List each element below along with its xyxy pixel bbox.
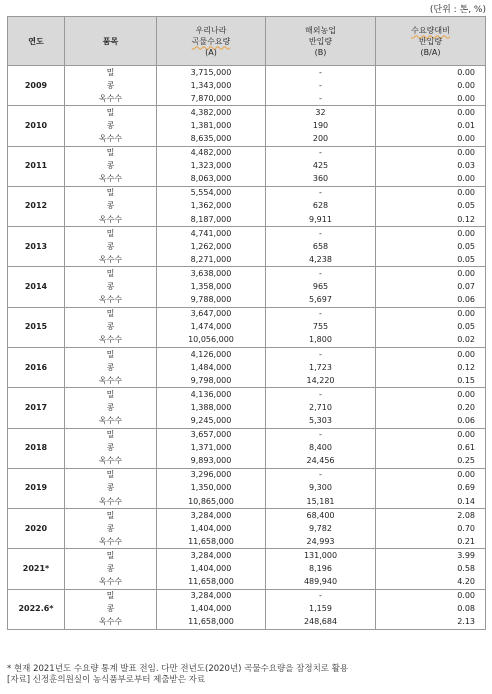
- item-cell: 밀: [65, 146, 157, 160]
- item-cell: 콩: [65, 562, 157, 575]
- demand-cell: 1,404,000: [157, 562, 266, 575]
- import-cell: -: [266, 267, 376, 281]
- footnote-source: [자료] 신정훈의원실이 농식품부로부터 제출받은 자료: [7, 675, 206, 685]
- ratio-cell: 0.00: [376, 347, 486, 361]
- import-cell: 628: [266, 200, 376, 213]
- ratio-cell: 0.00: [376, 106, 486, 120]
- item-cell: 밀: [65, 227, 157, 241]
- year-cell: 2017: [8, 388, 65, 428]
- ratio-cell: 0.00: [376, 92, 486, 106]
- item-cell: 밀: [65, 186, 157, 200]
- item-cell: 콩: [65, 522, 157, 535]
- header-demand-line2: 곡물수요량: [191, 36, 231, 46]
- table-row: [8, 576, 486, 590]
- demand-cell: 1,358,000: [157, 281, 266, 294]
- import-cell: -: [266, 347, 376, 361]
- table-row: [8, 388, 486, 402]
- year-cell: 2020: [8, 509, 65, 549]
- year-cell: 2016: [8, 347, 65, 387]
- import-cell: 32: [266, 106, 376, 120]
- table-row: [8, 186, 486, 200]
- table-row: [8, 468, 486, 482]
- ratio-cell: 0.58: [376, 562, 486, 575]
- footnotes: [7, 664, 348, 686]
- item-cell: 밀: [65, 468, 157, 482]
- item-cell: 옥수수: [65, 253, 157, 267]
- table-row: [8, 414, 486, 428]
- ratio-cell: 0.00: [376, 227, 486, 241]
- import-cell: -: [266, 79, 376, 92]
- demand-cell: 3,284,000: [157, 589, 266, 603]
- demand-cell: 1,343,000: [157, 79, 266, 92]
- demand-cell: 1,362,000: [157, 200, 266, 213]
- header-demand: [157, 17, 266, 66]
- header-demand-line3: (A): [205, 47, 217, 57]
- import-cell: -: [266, 589, 376, 603]
- import-cell: 131,000: [266, 549, 376, 563]
- ratio-cell: 0.06: [376, 294, 486, 308]
- year-cell: 2022.6*: [8, 589, 65, 629]
- demand-cell: 1,404,000: [157, 603, 266, 616]
- import-cell: 68,400: [266, 509, 376, 523]
- import-cell: 965: [266, 281, 376, 294]
- table-row: [8, 160, 486, 173]
- item-cell: 옥수수: [65, 213, 157, 227]
- table-row: [8, 200, 486, 213]
- item-cell: 옥수수: [65, 576, 157, 590]
- import-cell: 658: [266, 240, 376, 253]
- import-cell: 1,159: [266, 603, 376, 616]
- ratio-cell: 0.00: [376, 468, 486, 482]
- ratio-cell: 0.00: [376, 173, 486, 187]
- table-row: [8, 455, 486, 469]
- table-row: [8, 106, 486, 120]
- ratio-cell: 0.06: [376, 414, 486, 428]
- import-cell: 5,697: [266, 294, 376, 308]
- item-cell: 옥수수: [65, 414, 157, 428]
- demand-cell: 8,187,000: [157, 213, 266, 227]
- header-row: [8, 17, 486, 66]
- import-cell: 425: [266, 160, 376, 173]
- demand-cell: 1,371,000: [157, 442, 266, 455]
- demand-cell: 10,056,000: [157, 334, 266, 348]
- ratio-cell: 0.61: [376, 442, 486, 455]
- table-row: [8, 442, 486, 455]
- ratio-cell: 0.00: [376, 79, 486, 92]
- item-cell: 밀: [65, 106, 157, 120]
- table-row: [8, 549, 486, 563]
- header-ratio: [376, 17, 486, 66]
- ratio-cell: 3.99: [376, 549, 486, 563]
- table-row: [8, 213, 486, 227]
- item-cell: 콩: [65, 482, 157, 495]
- item-cell: 콩: [65, 442, 157, 455]
- demand-cell: 3,284,000: [157, 549, 266, 563]
- item-cell: 밀: [65, 307, 157, 321]
- demand-cell: 1,350,000: [157, 482, 266, 495]
- table-row: [8, 589, 486, 603]
- item-cell: 콩: [65, 401, 157, 414]
- ratio-cell: 0.00: [376, 132, 486, 146]
- demand-cell: 9,893,000: [157, 455, 266, 469]
- import-cell: -: [266, 468, 376, 482]
- ratio-cell: 2.13: [376, 616, 486, 630]
- demand-cell: 1,381,000: [157, 119, 266, 132]
- header-import-line2: 반입량: [308, 36, 333, 46]
- demand-cell: 1,474,000: [157, 321, 266, 334]
- table-row: [8, 482, 486, 495]
- ratio-cell: 0.15: [376, 374, 486, 388]
- demand-cell: 4,482,000: [157, 146, 266, 160]
- import-cell: -: [266, 227, 376, 241]
- demand-cell: 3,296,000: [157, 468, 266, 482]
- import-cell: -: [266, 307, 376, 321]
- table-row: [8, 374, 486, 388]
- demand-cell: 1,388,000: [157, 401, 266, 414]
- item-cell: 옥수수: [65, 495, 157, 509]
- demand-cell: 11,658,000: [157, 576, 266, 590]
- ratio-cell: 0.01: [376, 119, 486, 132]
- import-cell: 360: [266, 173, 376, 187]
- demand-cell: 11,658,000: [157, 535, 266, 549]
- table-row: [8, 66, 486, 80]
- table-row: [8, 603, 486, 616]
- demand-cell: 11,658,000: [157, 616, 266, 630]
- table-row: [8, 307, 486, 321]
- table-row: [8, 401, 486, 414]
- ratio-cell: 0.00: [376, 66, 486, 80]
- ratio-cell: 0.05: [376, 240, 486, 253]
- table-row: [8, 227, 486, 241]
- item-cell: 옥수수: [65, 455, 157, 469]
- demand-cell: 3,638,000: [157, 267, 266, 281]
- import-cell: -: [266, 146, 376, 160]
- year-cell: 2012: [8, 186, 65, 226]
- ratio-cell: 0.12: [376, 361, 486, 374]
- import-cell: 200: [266, 132, 376, 146]
- year-cell: 2009: [8, 66, 65, 106]
- item-cell: 콩: [65, 603, 157, 616]
- grain-import-table: [7, 16, 486, 630]
- import-cell: 15,181: [266, 495, 376, 509]
- table-row: [8, 92, 486, 106]
- header-demand-line1: 우리나라: [195, 25, 227, 35]
- ratio-cell: 0.02: [376, 334, 486, 348]
- header-import-line1: 해외농업: [305, 25, 336, 35]
- import-cell: -: [266, 428, 376, 442]
- demand-cell: 4,382,000: [157, 106, 266, 120]
- import-cell: 248,684: [266, 616, 376, 630]
- year-cell: 2021*: [8, 549, 65, 589]
- import-cell: 9,300: [266, 482, 376, 495]
- ratio-cell: 0.00: [376, 186, 486, 200]
- ratio-cell: 0.05: [376, 253, 486, 267]
- demand-cell: 1,262,000: [157, 240, 266, 253]
- import-cell: 1,800: [266, 334, 376, 348]
- item-cell: 옥수수: [65, 535, 157, 549]
- item-cell: 밀: [65, 388, 157, 402]
- demand-cell: 8,271,000: [157, 253, 266, 267]
- import-cell: 9,782: [266, 522, 376, 535]
- item-cell: 밀: [65, 347, 157, 361]
- table-row: [8, 267, 486, 281]
- item-cell: 옥수수: [65, 92, 157, 106]
- table-row: [8, 281, 486, 294]
- ratio-cell: 0.14: [376, 495, 486, 509]
- import-cell: -: [266, 92, 376, 106]
- demand-cell: 4,741,000: [157, 227, 266, 241]
- ratio-cell: 4.20: [376, 576, 486, 590]
- table-row: [8, 535, 486, 549]
- year-cell: 2011: [8, 146, 65, 186]
- table-row: [8, 334, 486, 348]
- import-cell: 9,911: [266, 213, 376, 227]
- ratio-cell: 2.08: [376, 509, 486, 523]
- import-cell: -: [266, 66, 376, 80]
- ratio-cell: 0.07: [376, 281, 486, 294]
- table-row: [8, 522, 486, 535]
- demand-cell: 1,404,000: [157, 522, 266, 535]
- header-year: 연도: [8, 17, 65, 66]
- header-ratio-line1: 수요량대비: [411, 25, 450, 35]
- table-row: [8, 495, 486, 509]
- ratio-cell: 0.00: [376, 388, 486, 402]
- item-cell: 콩: [65, 79, 157, 92]
- table-row: [8, 616, 486, 630]
- ratio-cell: 0.00: [376, 267, 486, 281]
- item-cell: 밀: [65, 428, 157, 442]
- table-row: [8, 146, 486, 160]
- demand-cell: 9,798,000: [157, 374, 266, 388]
- import-cell: 755: [266, 321, 376, 334]
- item-cell: 밀: [65, 509, 157, 523]
- year-cell: 2015: [8, 307, 65, 347]
- item-cell: 콩: [65, 200, 157, 213]
- demand-cell: 8,063,000: [157, 173, 266, 187]
- table-row: [8, 119, 486, 132]
- item-cell: 밀: [65, 267, 157, 281]
- demand-cell: 7,870,000: [157, 92, 266, 106]
- table-row: [8, 253, 486, 267]
- demand-cell: 1,323,000: [157, 160, 266, 173]
- demand-cell: 3,647,000: [157, 307, 266, 321]
- ratio-cell: 0.05: [376, 200, 486, 213]
- import-cell: 489,940: [266, 576, 376, 590]
- ratio-cell: 0.20: [376, 401, 486, 414]
- item-cell: 콩: [65, 361, 157, 374]
- demand-cell: 8,635,000: [157, 132, 266, 146]
- header-item: 품목: [65, 17, 157, 66]
- table-row: [8, 294, 486, 308]
- import-cell: -: [266, 388, 376, 402]
- ratio-cell: 0.03: [376, 160, 486, 173]
- demand-cell: 5,554,000: [157, 186, 266, 200]
- ratio-cell: 0.00: [376, 146, 486, 160]
- item-cell: 옥수수: [65, 132, 157, 146]
- table-row: [8, 428, 486, 442]
- item-cell: 콩: [65, 281, 157, 294]
- import-cell: 4,238: [266, 253, 376, 267]
- table-row: [8, 79, 486, 92]
- ratio-cell: 0.05: [376, 321, 486, 334]
- demand-cell: 9,245,000: [157, 414, 266, 428]
- year-cell: 2013: [8, 227, 65, 267]
- import-cell: 24,993: [266, 535, 376, 549]
- import-cell: 1,723: [266, 361, 376, 374]
- table-row: [8, 361, 486, 374]
- demand-cell: 4,136,000: [157, 388, 266, 402]
- import-cell: 190: [266, 119, 376, 132]
- year-cell: 2014: [8, 267, 65, 307]
- item-cell: 콩: [65, 160, 157, 173]
- table-row: [8, 321, 486, 334]
- ratio-cell: 0.00: [376, 589, 486, 603]
- footnote-current: * 현재 2021년도 수요량 통계 발표 전임. 다만 전년도(2020년) 곡물수요량을 잠정치로 활용: [7, 664, 349, 674]
- demand-cell: 3,284,000: [157, 509, 266, 523]
- header-ratio-line3: (B/A): [420, 47, 441, 57]
- demand-cell: 1,484,000: [157, 361, 266, 374]
- unit-label: (단위 : 톤, %): [429, 5, 486, 15]
- table-row: [8, 173, 486, 187]
- import-cell: 24,456: [266, 455, 376, 469]
- demand-cell: 3,715,000: [157, 66, 266, 80]
- ratio-cell: 0.25: [376, 455, 486, 469]
- table-row: [8, 509, 486, 523]
- item-cell: 콩: [65, 119, 157, 132]
- demand-cell: 10,865,000: [157, 495, 266, 509]
- ratio-cell: 0.70: [376, 522, 486, 535]
- import-cell: 5,303: [266, 414, 376, 428]
- year-cell: 2019: [8, 468, 65, 508]
- item-cell: 옥수수: [65, 173, 157, 187]
- import-cell: 14,220: [266, 374, 376, 388]
- item-cell: 밀: [65, 66, 157, 80]
- header-import: [266, 17, 376, 66]
- ratio-cell: 0.12: [376, 213, 486, 227]
- table-row: [8, 562, 486, 575]
- item-cell: 콩: [65, 240, 157, 253]
- demand-cell: 3,657,000: [157, 428, 266, 442]
- import-cell: 8,196: [266, 562, 376, 575]
- item-cell: 옥수수: [65, 616, 157, 630]
- header-ratio-line2: 반입량: [418, 36, 443, 46]
- import-cell: -: [266, 186, 376, 200]
- ratio-cell: 0.21: [376, 535, 486, 549]
- ratio-cell: 0.69: [376, 482, 486, 495]
- ratio-cell: 0.00: [376, 428, 486, 442]
- item-cell: 옥수수: [65, 374, 157, 388]
- header-import-line3: (B): [314, 47, 327, 57]
- import-cell: 8,400: [266, 442, 376, 455]
- table-row: [8, 347, 486, 361]
- item-cell: 옥수수: [65, 294, 157, 308]
- item-cell: 밀: [65, 589, 157, 603]
- table-row: [8, 240, 486, 253]
- demand-cell: 9,788,000: [157, 294, 266, 308]
- import-cell: 2,710: [266, 401, 376, 414]
- year-cell: 2018: [8, 428, 65, 468]
- ratio-cell: 0.08: [376, 603, 486, 616]
- item-cell: 옥수수: [65, 334, 157, 348]
- year-cell: 2010: [8, 106, 65, 146]
- demand-cell: 4,126,000: [157, 347, 266, 361]
- ratio-cell: 0.00: [376, 307, 486, 321]
- item-cell: 밀: [65, 549, 157, 563]
- item-cell: 콩: [65, 321, 157, 334]
- table-row: [8, 132, 486, 146]
